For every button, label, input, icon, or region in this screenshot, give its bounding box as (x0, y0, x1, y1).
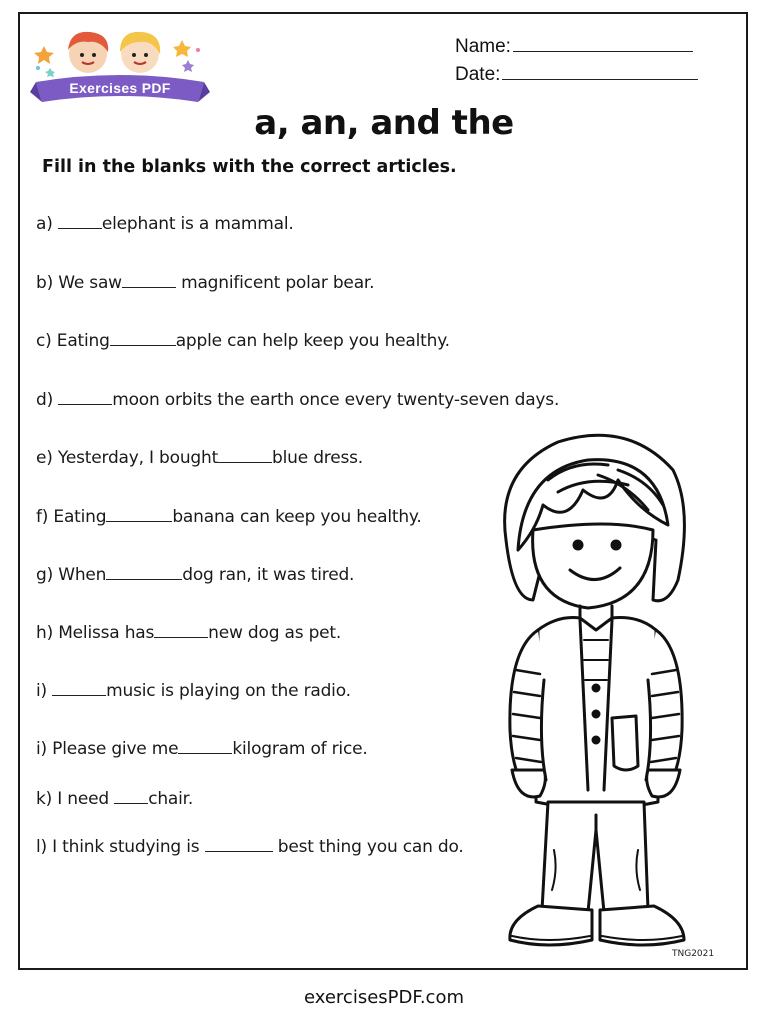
answer-blank (114, 791, 148, 804)
question-text: best thing you can do. (272, 837, 464, 857)
question-b (36, 273, 374, 293)
question-prefix: i) Please give me (36, 739, 179, 759)
question-f (36, 507, 422, 527)
answer-blank (205, 839, 273, 852)
answer-blank (58, 392, 112, 405)
question-j (36, 739, 368, 759)
question-text: music is playing on the radio. (106, 681, 351, 701)
answer-blank (106, 567, 182, 580)
question-text: moon orbits the earth once every twenty-seven days. (112, 390, 560, 410)
question-prefix: a) (36, 214, 58, 234)
name-label: Name: (455, 36, 511, 57)
boy-illustration (488, 430, 715, 960)
answer-blank (58, 216, 102, 229)
question-prefix: i) (36, 681, 53, 701)
answer-blank (106, 509, 172, 522)
name-line (513, 50, 693, 52)
question-text: magnificent polar bear. (175, 273, 375, 293)
question-prefix: h) Melissa has (36, 623, 155, 643)
question-g (36, 565, 354, 585)
question-prefix: e) Yesterday, I bought (36, 448, 219, 468)
question-prefix: g) When (36, 565, 107, 585)
name-field (455, 36, 693, 58)
question-text: blue dress. (272, 448, 363, 468)
date-label: Date: (455, 64, 501, 85)
question-text: kilogram of rice. (232, 739, 368, 759)
exercises-pdf-logo (30, 28, 210, 110)
answer-blank (218, 450, 272, 463)
date-field (455, 64, 698, 86)
question-text: dog ran, it was tired. (182, 565, 355, 585)
question-prefix: c) Eating (36, 331, 110, 351)
question-a (36, 214, 294, 234)
question-text: new dog as pet. (208, 623, 342, 643)
page-title: a, an, and the (254, 103, 514, 143)
question-e (36, 448, 363, 468)
question-text: chair. (148, 789, 194, 809)
artist-signature: TNG2021 (672, 949, 715, 959)
question-prefix: l) I think studying is (36, 837, 205, 857)
logo-text: Exercises PDF (69, 80, 171, 96)
question-text: banana can keep you healthy. (172, 507, 422, 527)
question-i (36, 681, 351, 701)
question-text: apple can help keep you healthy. (175, 331, 450, 351)
instructions: Fill in the blanks with the correct articles. (42, 157, 457, 177)
question-prefix: k) I need (36, 789, 115, 809)
footer-url[interactable]: exercisesPDF.com (303, 987, 464, 1008)
answer-blank (52, 683, 106, 696)
date-line (502, 78, 698, 80)
question-text: elephant is a mammal. (101, 214, 294, 234)
answer-blank (122, 275, 176, 288)
logo-graphic (30, 28, 210, 110)
question-d (36, 390, 559, 410)
question-h (36, 623, 341, 643)
question-l (36, 837, 464, 857)
question-prefix: d) (36, 390, 59, 410)
question-prefix: f) Eating (36, 507, 107, 527)
question-k (36, 789, 193, 809)
answer-blank (110, 333, 176, 346)
question-c (36, 331, 450, 351)
answer-blank (154, 625, 208, 638)
question-prefix: b) We saw (36, 273, 122, 293)
answer-blank (178, 741, 232, 754)
